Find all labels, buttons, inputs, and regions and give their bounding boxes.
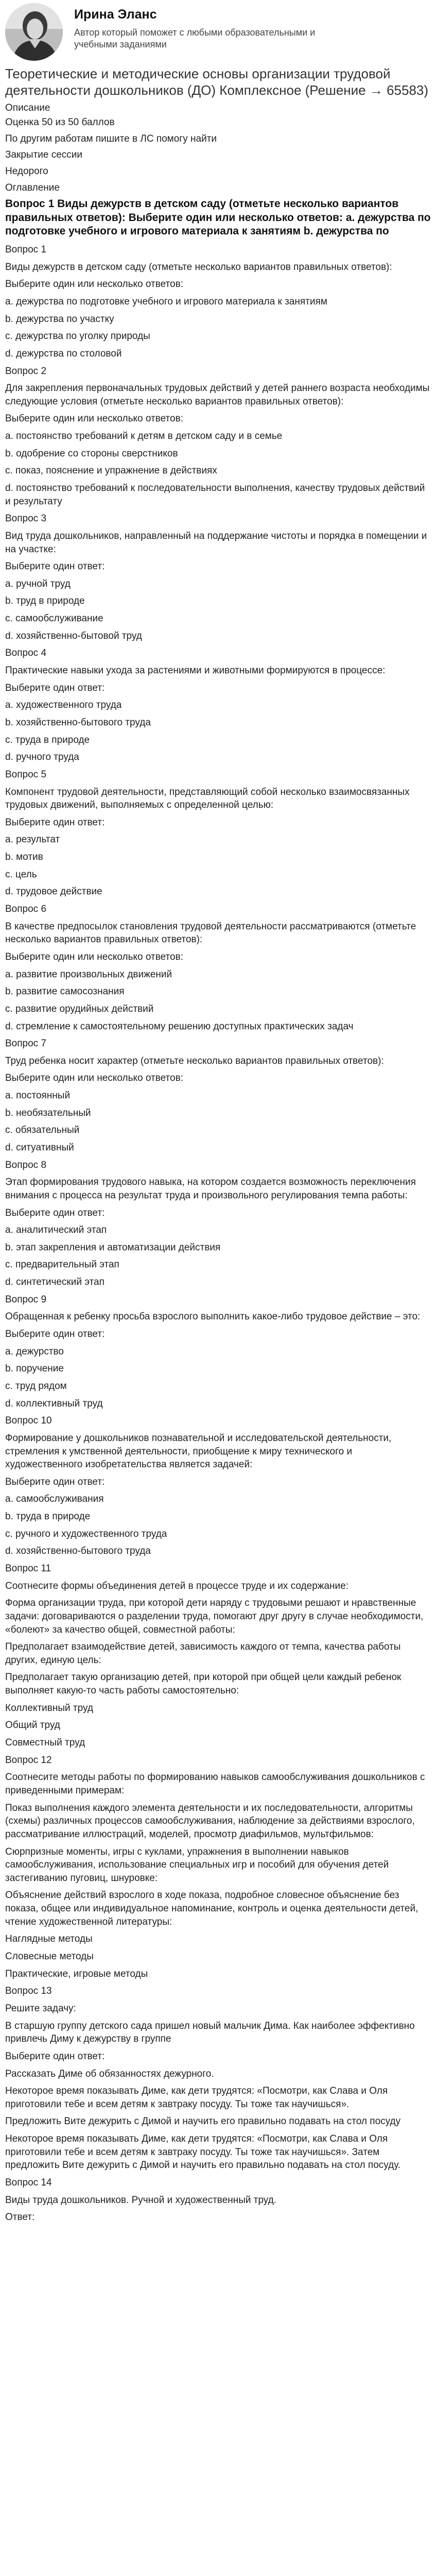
questions-content xyxy=(5,243,431,2224)
author-info xyxy=(74,3,342,51)
question-heading: Вопрос 3 xyxy=(5,513,47,524)
question-line: В старшую группу детского сада пришел новый мальчик Дима. Как наиболее эффективно привлечь Диму к дежурству в группе xyxy=(5,2020,415,2045)
question-line: c. развитие орудийных действий xyxy=(5,1003,154,1014)
question-line: d. синтетический этап xyxy=(5,1277,104,1288)
question-line: a. результат xyxy=(5,834,60,845)
question-line: d. хозяйственно-бытовой труд xyxy=(5,630,142,641)
question-line: d. хозяйственно-бытового труда xyxy=(5,1546,151,1557)
question-line: Компонент трудовой деятельности, представляющий собой несколько взаимосвязанных трудовых движений, выполняемых с определенной целью: xyxy=(5,786,410,811)
question-line: d. ручного труда xyxy=(5,752,79,763)
question-line: Рассказать Диме об обязанностях дежурного. xyxy=(5,2068,214,2079)
question-heading: Вопрос 1 xyxy=(5,244,47,256)
question-line: Наглядные методы xyxy=(5,1934,93,1945)
question-line: b. поручение xyxy=(5,1363,64,1375)
question-line: Некоторое время показывать Диме, как дети трудятся: «Посмотри, как Слава и Оля приготовили тебе и всем детям к завтраку посуду. Ты тоже так научишься». xyxy=(5,2086,388,2110)
question-line: Показ выполнения каждого элемента деятельности и их последовательности, алгоритмы (схемы) различных процессов самообслуживания, наблюдение за действиями взрослого, рассматривание иллюстраций, моделей, просмотр диафильмов, мультфильмов: xyxy=(5,1802,415,1840)
question-line: b. труда в природе xyxy=(5,1511,91,1522)
question-line: d. коллективный труд xyxy=(5,1398,103,1409)
question-line: Вид труда дошкольников, направленный на поддержание чистоты и порядка в помещении и на участке: xyxy=(5,530,427,555)
question-line: b. этап закрепления и автоматизации действия xyxy=(5,1242,221,1253)
question-line: c. дежурства по уголку природы xyxy=(5,331,150,342)
question-line: b. необязательный xyxy=(5,1107,91,1118)
question-line: a. самообслуживания xyxy=(5,1494,104,1505)
question-line: Общий труд xyxy=(5,1720,60,1731)
question-heading: Вопрос 7 xyxy=(5,1038,47,1049)
question-line: Выберите один или несколько ответов: xyxy=(5,1073,183,1084)
question-heading: Вопрос 14 xyxy=(5,2177,52,2188)
question-line: a. постоянство требований к детям в детском саду и в семье xyxy=(5,431,283,442)
question-line: Ответ: xyxy=(5,2212,35,2223)
question-line: Решите задачу: xyxy=(5,2003,76,2014)
question-line: Словесные методы xyxy=(5,1951,94,1962)
question-line: b. труд в природе xyxy=(5,596,85,607)
meta-line: Закрытие сессии xyxy=(5,149,83,161)
question-heading: Вопрос 10 xyxy=(5,1415,52,1427)
question-line: a. аналитический этап xyxy=(5,1225,107,1236)
question-line: В качестве предпосылок становления трудовой деятельности рассматриваются (отметьте несколько вариантов правильных ответов): xyxy=(5,921,416,945)
question-line: Выберите один или несколько ответов: xyxy=(5,413,183,425)
question-heading: Вопрос 12 xyxy=(5,1754,52,1766)
question-line: Труд ребенка носит характер (отметьте несколько вариантов правильных ответов): xyxy=(5,1055,384,1066)
question-line: Выберите один ответ: xyxy=(5,1476,105,1487)
question-line: c. ручного и художественного труда xyxy=(5,1528,167,1539)
question-line: Практические навыки ухода за растениями и животными формируются в процессе: xyxy=(5,665,386,676)
question-line: b. хозяйственно-бытового труда xyxy=(5,717,151,728)
question-line: b. дежурства по участку xyxy=(5,313,114,325)
document-meta xyxy=(5,101,431,194)
question-line: c. предварительный этап xyxy=(5,1259,119,1270)
meta-line: По другим работам пишите в ЛС помогу найти xyxy=(5,133,217,144)
author-description: Автор который поможет с любыми образовательными и учебными заданиями xyxy=(74,27,316,50)
question-line: Выберите один ответ: xyxy=(5,1329,105,1340)
question-line: a. дежурства по подготовке учебного и игрового материала к занятиям xyxy=(5,296,327,307)
question-line: Этап формирования трудового навыка, на котором создается возможность переключения внимания с процесса на результат труда и произвольного регулирования темпа работы: xyxy=(5,1177,416,1201)
author-avatar[interactable] xyxy=(5,3,63,61)
question-line: Для закрепления первоначальных трудовых действий у детей раннего возраста необходимы следующие условия (отметьте несколько вариантов правильных ответов): xyxy=(5,383,430,407)
question-heading: Вопрос 6 xyxy=(5,904,47,915)
question-heading: Вопрос 11 xyxy=(5,1563,51,1574)
meta-line: Оглавление xyxy=(5,182,60,193)
author-header xyxy=(5,3,431,64)
question-line: c. обязательный xyxy=(5,1125,80,1136)
question-line: d. постоянство требований к последовательности выполнения, качеству трудовых действий и результату xyxy=(5,483,425,507)
question-line: Виды труда дошкольников. Ручной и художественный труд. xyxy=(5,2194,277,2206)
question-line: Выберите один ответ: xyxy=(5,817,105,828)
document-title: Теоретические и методические основы организации трудовой деятельности дошкольников (ДО) Комплексное (Решение → 65583) xyxy=(5,66,429,98)
question-line: a. художественного труда xyxy=(5,700,122,711)
meta-line: Оценка 50 из 50 баллов xyxy=(5,117,115,128)
question-line: Форма организации труда, при которой дети наряду с трудовыми решают и нравственные задачи: договариваются о разделении труда, помогают друг другу в случае необходимости, «болеют» за качество общей, совместной работы: xyxy=(5,1598,424,1635)
question-line: d. дежурства по столовой xyxy=(5,348,122,359)
question-heading: Вопрос 5 xyxy=(5,769,47,780)
question-heading: Вопрос 13 xyxy=(5,1986,52,1997)
question-line: c. труд рядом xyxy=(5,1380,67,1392)
meta-line: Недорого xyxy=(5,166,48,177)
question-line: c. цель xyxy=(5,869,37,880)
author-name[interactable]: Ирина Эланс xyxy=(74,7,157,22)
question-line: Сюрпризные моменты, игры с куклами, упражнения в выполнении навыков самообслуживания, использование специальных игр и пособий для обучения детей застегиванию пуговиц, шнуровке: xyxy=(5,1846,389,1884)
question-line: Виды дежурств в детском саду (отметьте несколько вариантов правильных ответов): xyxy=(5,261,392,273)
question-line: Соотнесите методы работы по формированию навыков самообслуживания дошкольников с приведенными примерам: xyxy=(5,1772,425,1796)
question-line: a. развитие произвольных движений xyxy=(5,969,172,980)
question-line: Совместный труд xyxy=(5,1737,85,1749)
question-heading: Вопрос 8 xyxy=(5,1159,47,1171)
question-line: d. трудовое действие xyxy=(5,886,102,897)
question-line: Выберите один или несколько ответов: xyxy=(5,951,183,962)
question-heading: Вопрос 4 xyxy=(5,648,47,659)
question-heading: Вопрос 2 xyxy=(5,365,47,377)
table-of-contents-summary: Вопрос 1 Виды дежурств в детском саду (отметьте несколько вариантов правильных ответов): Выберите один или несколько ответов: a. дежурства по подготовке учебного и игрового материала к занятиям b. дежурства по xyxy=(5,198,431,237)
avatar-photo-icon xyxy=(5,3,63,61)
question-line: Соотнесите формы объединения детей в процессе труде и их содержание: xyxy=(5,1580,348,1591)
question-line: d. ситуативный xyxy=(5,1142,74,1153)
question-line: Предполагает взаимодействие детей, зависимость каждого от темпа, качества работы других, единую цель: xyxy=(5,1641,401,1666)
question-line: Обращенная к ребенку просьба взрослого выполнить какое-либо трудовое действие – это: xyxy=(5,1311,421,1323)
question-line: Выберите один ответ: xyxy=(5,561,105,572)
question-line: a. постоянный xyxy=(5,1090,71,1101)
question-line: c. самообслуживание xyxy=(5,613,103,624)
question-line: Объяснение действий взрослого в ходе показа, подробное словесное объяснение без показа, общее или индивидуальное напоминание, контроль и оценка деятельности детей, чтение художественной литературы: xyxy=(5,1890,418,1927)
question-line: a. дежурство xyxy=(5,1346,64,1357)
question-line: b. развитие самосознания xyxy=(5,986,125,997)
question-line: Выберите один или несколько ответов: xyxy=(5,279,183,290)
question-line: Некоторое время показывать Диме, как дети трудятся: «Посмотри, как Слава и Оля приготовили тебе и всем детям к завтраку посуду. Ты тоже так научишься». Затем предложить Вите дежурить с Димой и научить его правильно подавать на стол посуду. xyxy=(5,2133,401,2171)
meta-line: Описание xyxy=(5,103,50,114)
question-line: Выберите один ответ: xyxy=(5,682,105,693)
question-line: c. показ, пояснение и упражнение в действиях xyxy=(5,465,217,477)
question-line: Предложить Вите дежурить с Димой и научить его правильно подавать на стол посуду xyxy=(5,2116,401,2127)
question-line: a. ручной труд xyxy=(5,578,71,589)
question-line: Практические, игровые методы xyxy=(5,1968,148,1979)
question-line: Формирование у дошкольников познавательной и исследовательской деятельности, стремления к умственной деятельности, приобщение к миру технического и художественного изобретательства является задачей: xyxy=(5,1432,392,1470)
question-line: c. труда в природе xyxy=(5,734,90,745)
question-line: Коллективный труд xyxy=(5,1702,93,1714)
question-line: Предполагает такую организацию детей, при которой при общей цели каждый ребенок выполняет какую-то часть работы самостоятельно: xyxy=(5,1672,402,1697)
question-line: Выберите один ответ: xyxy=(5,1207,105,1218)
question-line: b. мотив xyxy=(5,852,43,863)
question-line: Выберите один ответ: xyxy=(5,2050,105,2062)
question-line: d. стремление к самостоятельному решению доступных практических задач xyxy=(5,1021,354,1032)
question-heading: Вопрос 9 xyxy=(5,1294,47,1305)
question-line: b. одобрение со стороны сверстников xyxy=(5,448,178,459)
